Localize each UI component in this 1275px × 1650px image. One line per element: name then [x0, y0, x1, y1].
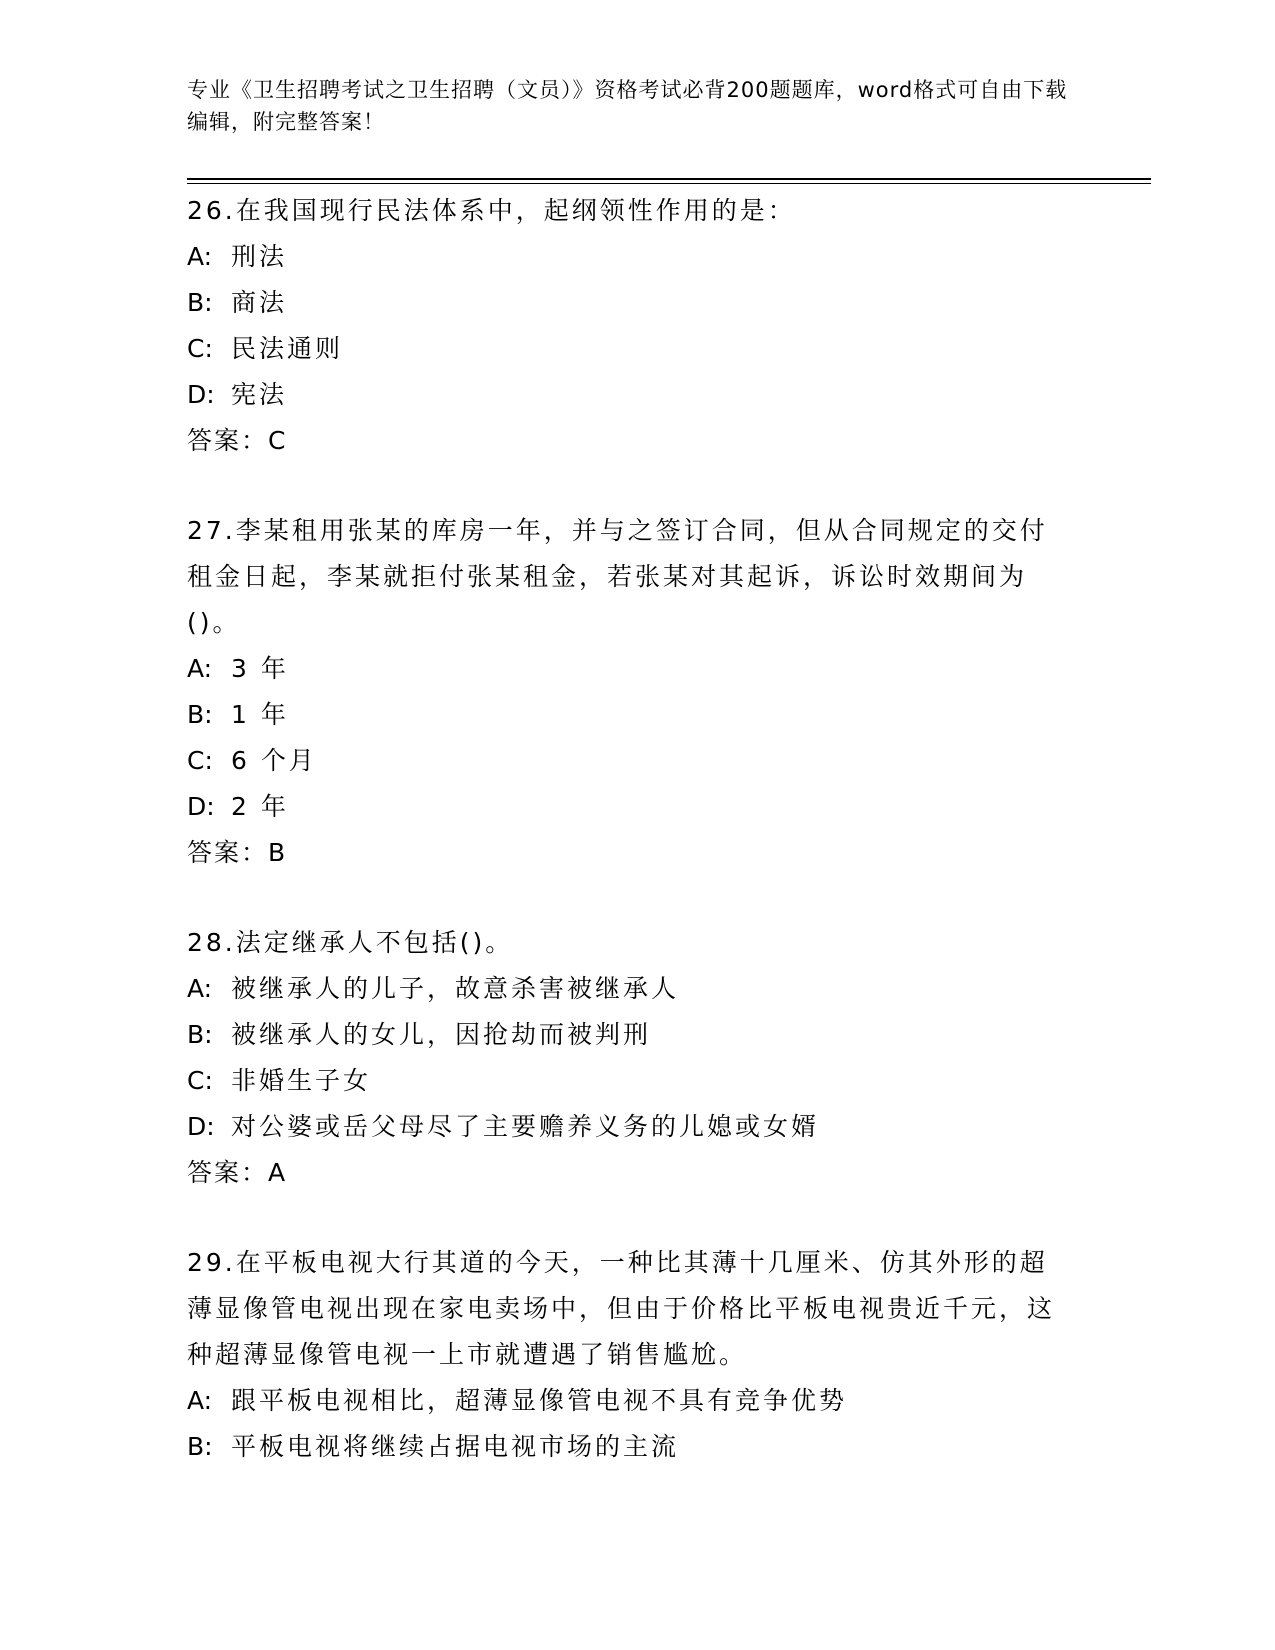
option-d: [187, 1104, 1087, 1150]
option-d: [187, 372, 1087, 418]
option-key: C:: [187, 746, 213, 775]
option-a: [187, 234, 1087, 280]
option-d: [187, 784, 1087, 830]
question-28: [187, 920, 1087, 1196]
option-b: [187, 692, 1087, 738]
option-text: 宪法: [231, 380, 288, 409]
answer-line: 答案：A: [187, 1158, 288, 1187]
option-key: C:: [187, 334, 213, 363]
option-text: 2 年: [231, 792, 289, 821]
option-a: [187, 646, 1087, 692]
option-key: A:: [187, 974, 213, 1003]
option-c: [187, 326, 1087, 372]
option-text: 民法通则: [231, 334, 344, 363]
spacer: [187, 876, 1087, 920]
option-text: 6 个月: [231, 746, 317, 775]
answer-line: 答案：B: [187, 838, 288, 867]
option-text: 1 年: [231, 700, 289, 729]
option-b: [187, 1012, 1087, 1058]
option-key: D:: [187, 1112, 215, 1141]
option-key: A:: [187, 654, 213, 683]
option-text: 被继承人的儿子，故意杀害被继承人: [231, 974, 680, 1003]
spacer: [187, 1196, 1087, 1240]
question-stem: 28.法定继承人不包括()。: [187, 928, 514, 957]
option-b: [187, 280, 1087, 326]
answer-line: 答案：C: [187, 426, 288, 455]
option-key: A:: [187, 1386, 213, 1415]
option-b: [187, 1424, 1087, 1470]
header-divider-thick: [187, 178, 1151, 180]
question-29: [187, 1240, 1087, 1470]
question-stem: 26.在我国现行民法体系中，起纲领性作用的是：: [187, 196, 796, 225]
question-27: [187, 508, 1087, 876]
question-list: [187, 188, 1087, 1470]
option-c: [187, 738, 1087, 784]
header-divider-thin: [187, 183, 1151, 184]
option-c: [187, 1058, 1087, 1104]
option-text: 商法: [231, 288, 288, 317]
option-key: D:: [187, 792, 215, 821]
option-text: 被继承人的女儿，因抢劫而被判刑: [231, 1020, 652, 1049]
option-text: 对公婆或岳父母尽了主要赡养义务的儿媳或女婿: [231, 1112, 820, 1141]
option-text: 非婚生子女: [231, 1066, 372, 1095]
option-text: 3 年: [231, 654, 289, 683]
option-key: C:: [187, 1066, 213, 1095]
question-stem: 27.李某租用张某的库房一年，并与之签订合同，但从合同规定的交付租金日起，李某就拒付张某租金，若张某对其起诉，诉讼时效期间为()。: [187, 516, 1048, 637]
document-header: 专业《卫生招聘考试之卫生招聘（文员）》资格考试必背200题题库，word格式可自由下载编辑，附完整答案！: [187, 78, 1068, 134]
option-key: D:: [187, 380, 215, 409]
question-stem: 29.在平板电视大行其道的今天，一种比其薄十几厘米、仿其外形的超薄显像管电视出现在家电卖场中，但由于价格比平板电视贵近千元，这种超薄显像管电视一上市就遭遇了销售尴尬。: [187, 1248, 1056, 1369]
option-text: 平板电视将继续占据电视市场的主流: [231, 1432, 680, 1461]
option-key: B:: [187, 1020, 213, 1049]
option-a: [187, 1378, 1087, 1424]
option-text: 跟平板电视相比，超薄显像管电视不具有竞争优势: [231, 1386, 848, 1415]
option-text: 刑法: [231, 242, 288, 271]
option-key: B:: [187, 1432, 213, 1461]
option-a: [187, 966, 1087, 1012]
option-key: B:: [187, 288, 213, 317]
question-26: [187, 188, 1087, 464]
option-key: B:: [187, 700, 213, 729]
spacer: [187, 464, 1087, 508]
option-key: A:: [187, 242, 213, 271]
